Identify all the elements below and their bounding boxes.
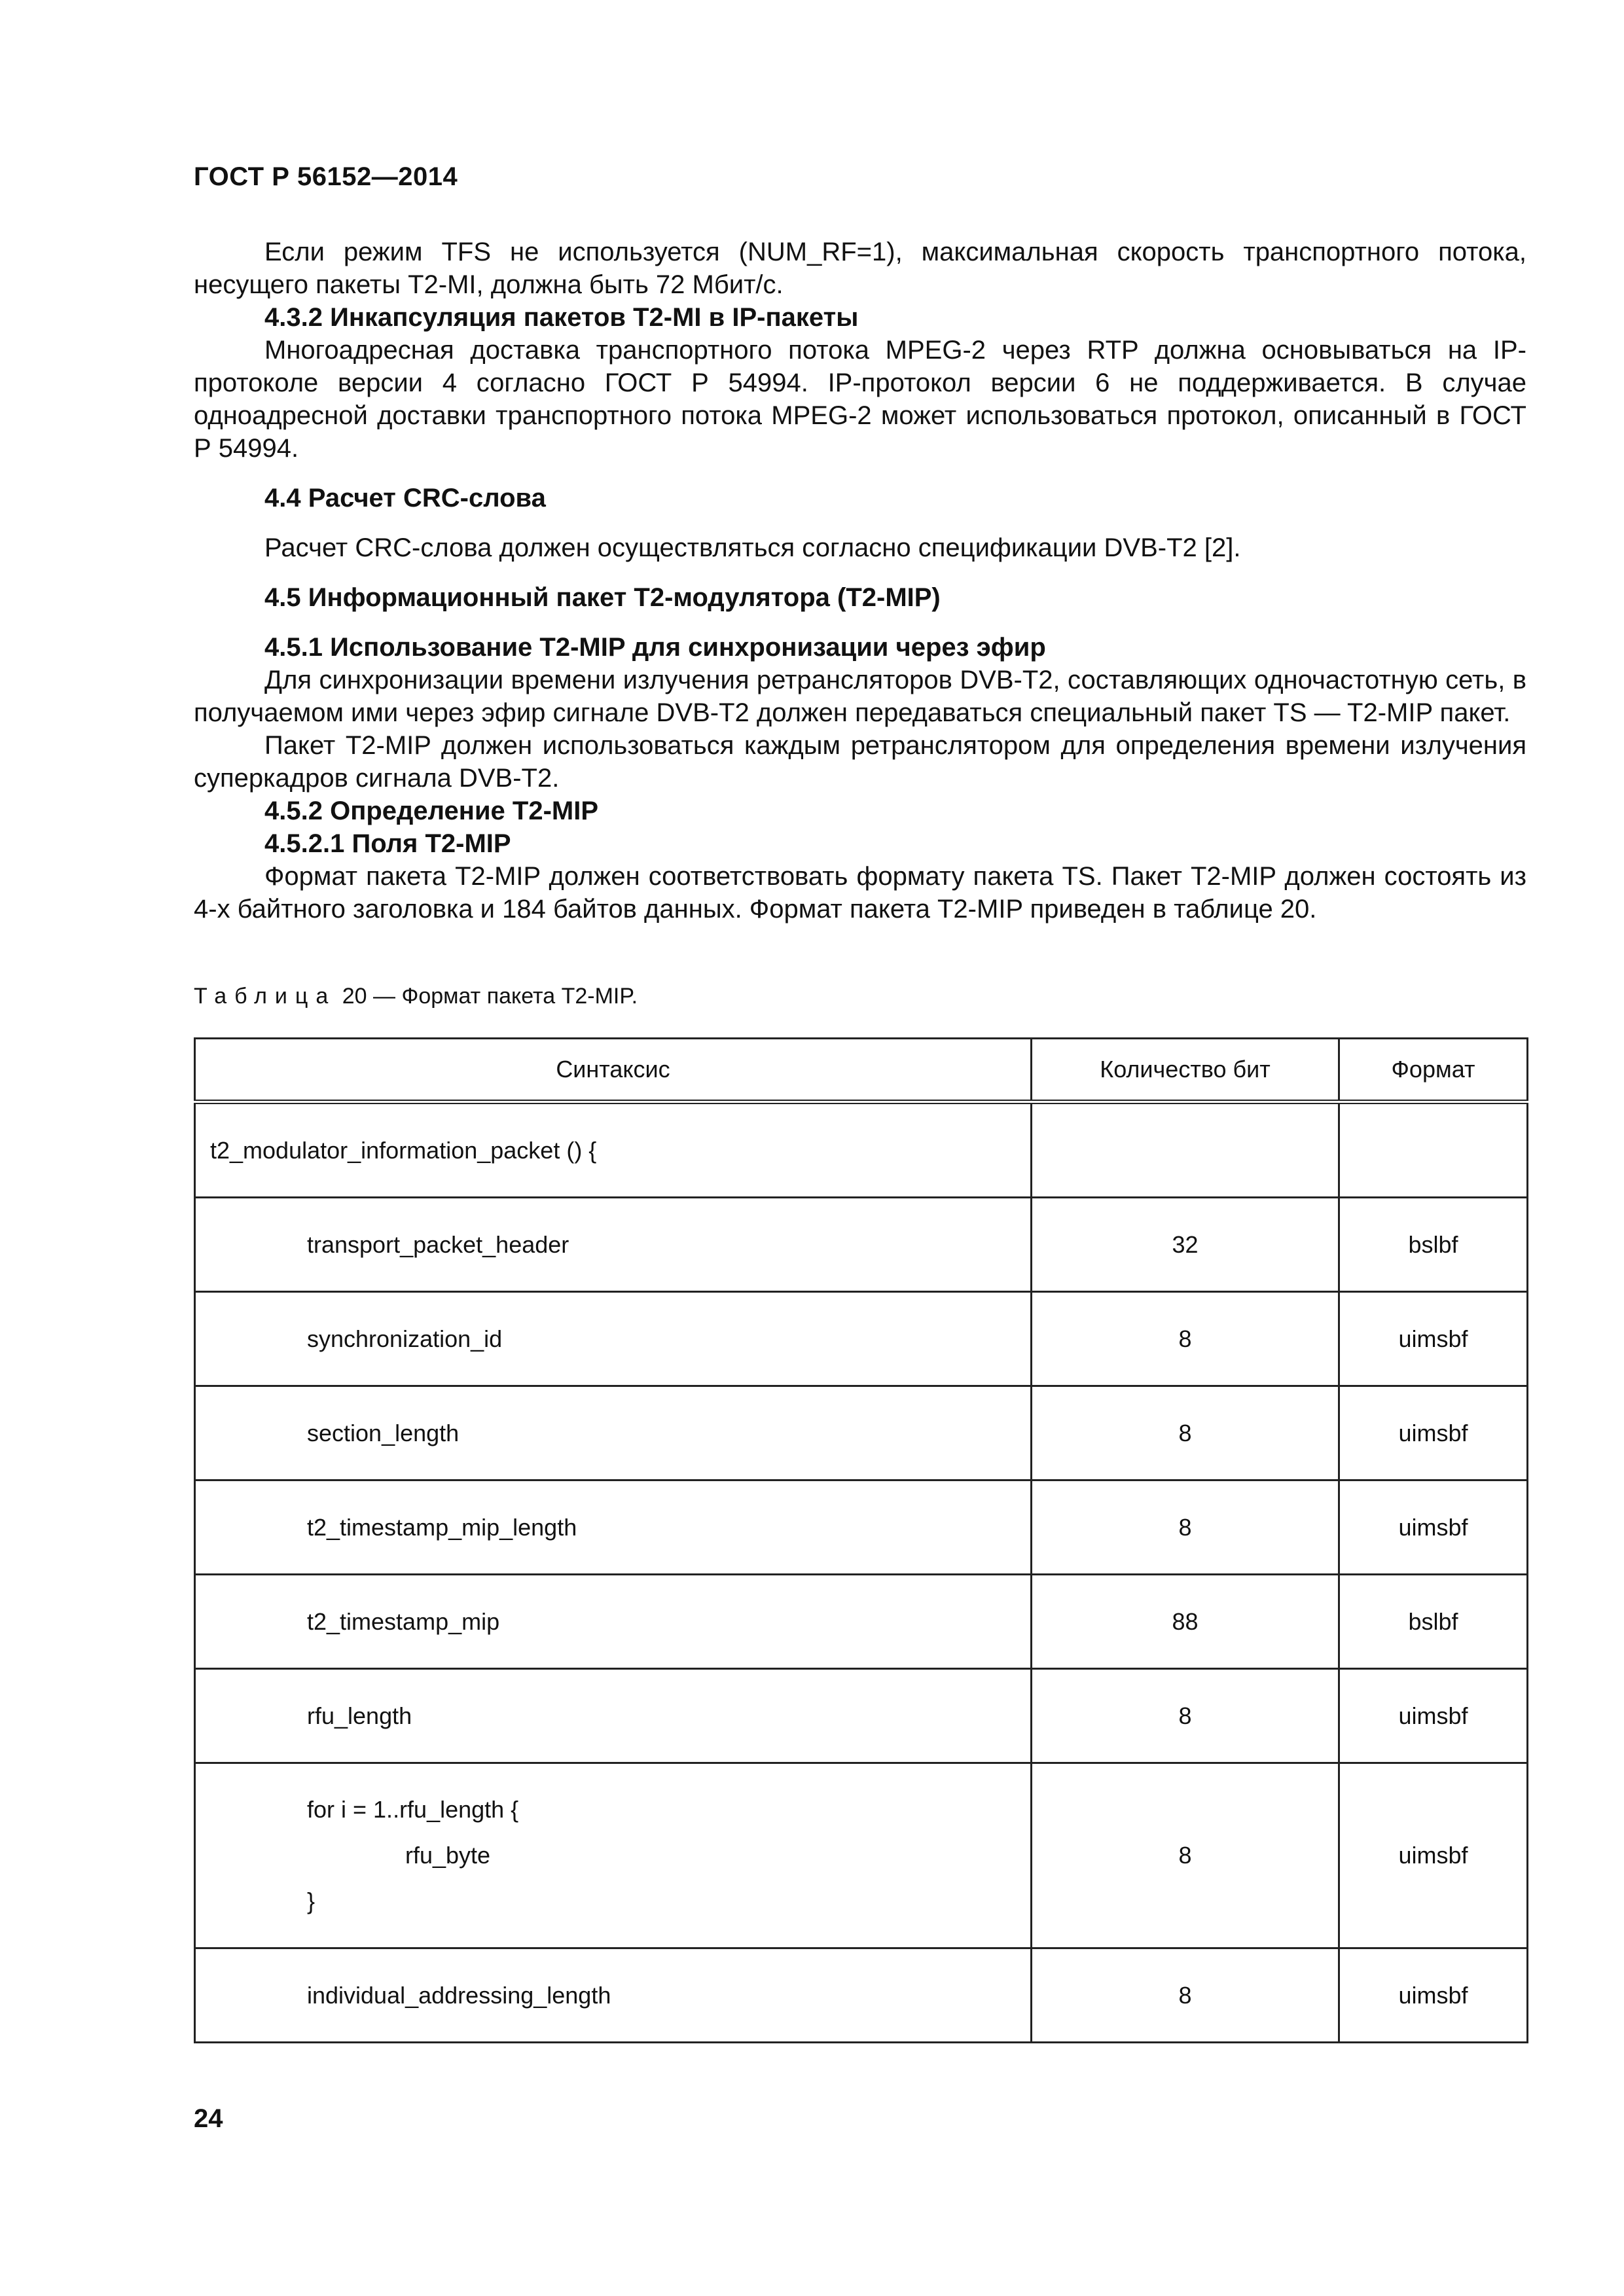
syntax-cell: section_length [195,1386,1032,1480]
format-cell: bslbf [1339,1198,1528,1292]
table-row [195,1480,1528,1575]
syntax-cell: t2_timestamp_mip_length [195,1480,1032,1575]
bits-cell: 8 [1032,1480,1339,1575]
bits-cell: 88 [1032,1575,1339,1669]
format-cell: uimsbf [1339,1480,1528,1575]
table-row [195,1102,1528,1198]
paragraph: Многоадресная доставка транспортного потока MPEG-2 через RTP должна основываться на IP-протоколе версии 4 согласно ГОСТ Р 54994. IP-протокол версии 6 не поддерживается. В случае одноадресной доставки транспортного потока MPEG-2 может использоваться протокол, описанный в ГОСТ Р 54994. [194,336,1526,463]
format-cell: bslbf [1339,1575,1528,1669]
paragraph: Формат пакета T2-MIP должен соответствовать формату пакета TS. Пакет T2-MIP должен состоять из 4-х байтного заголовка и 184 байтов данных. Формат пакета T2-MIP приведен в таблице 20. [194,862,1526,924]
syntax-cell: t2_modulator_information_packet () { [195,1102,1032,1198]
table-row [195,1292,1528,1386]
table-row [195,1386,1528,1480]
syntax-cell [195,1763,1032,1948]
table-row [195,1575,1528,1669]
paragraph: Расчет CRC-слова должен осуществляться согласно спецификации DVB-T2 [2]. [264,533,1241,562]
document-header: ГОСТ Р 56152—2014 [194,162,458,191]
column-header-bits: Количество бит [1032,1039,1339,1102]
section-heading: 4.5 Информационный пакет Т2-модулятора (T2-MIP) [264,583,941,612]
bits-cell: 8 [1032,1292,1339,1386]
bits-cell: 8 [1032,1948,1339,2043]
section-heading: 4.5.2.1 Поля T2-MIP [264,829,511,858]
syntax-cell: synchronization_id [195,1292,1032,1386]
loop-start: for i = 1..rfu_length { [307,1796,519,1823]
syntax-cell: individual_addressing_length [195,1948,1032,2043]
format-cell: uimsbf [1339,1669,1528,1763]
bits-cell: 8 [1032,1386,1339,1480]
bits-cell [1032,1102,1339,1198]
bits-cell: 8 [1032,1669,1339,1763]
format-cell: uimsbf [1339,1386,1528,1480]
format-table [194,1037,1528,2043]
table-header-row [195,1039,1528,1102]
table-caption-text: 20 — Формат пакета T2-MIP. [336,984,638,1009]
loop-body: rfu_byte [405,1842,491,1869]
bits-cell: 32 [1032,1198,1339,1292]
syntax-cell: t2_timestamp_mip [195,1575,1032,1669]
section-heading: 4.5.2 Определение T2-MIP [264,797,599,825]
table-row [195,1198,1528,1292]
page-number: 24 [194,2104,223,2133]
body-text [194,236,1526,925]
paragraph: Пакет T2-MIP должен использоваться каждым ретранслятором для определения времени излучения суперкадров сигнала DVB-T2. [194,731,1526,793]
table-caption-label: Таблица [194,984,336,1009]
format-cell [1339,1102,1528,1198]
table-row [195,1763,1528,1948]
bits-cell: 8 [1032,1763,1339,1948]
table-row [195,1669,1528,1763]
section-heading: 4.4 Расчет CRC-слова [264,484,546,512]
table-caption [194,982,638,1011]
paragraph: Если режим TFS не используется (NUM_RF=1), максимальная скорость транспортного потока, несущего пакеты T2-MI, должна быть 72 Мбит/с. [194,238,1526,299]
format-cell: uimsbf [1339,1292,1528,1386]
section-heading: 4.5.1 Использование T2-MIP для синхронизации через эфир [264,633,1046,662]
section-heading: 4.3.2 Инкапсуляция пакетов T2-MI в IP-пакеты [264,303,859,332]
loop-end: } [307,1888,316,1914]
format-cell: uimsbf [1339,1763,1528,1948]
syntax-cell: transport_packet_header [195,1198,1032,1292]
paragraph: Для синхронизации времени излучения ретрансляторов DVB-T2, составляющих одночастотную сеть, в получаемом ими через эфир сигнале DVB-T2 должен передаваться специальный пакет TS — T2-MIP пакет. [194,666,1526,727]
table-row [195,1948,1528,2043]
syntax-cell: rfu_length [195,1669,1032,1763]
column-header-format: Формат [1339,1039,1528,1102]
format-cell: uimsbf [1339,1948,1528,2043]
column-header-syntax: Синтаксис [195,1039,1032,1102]
